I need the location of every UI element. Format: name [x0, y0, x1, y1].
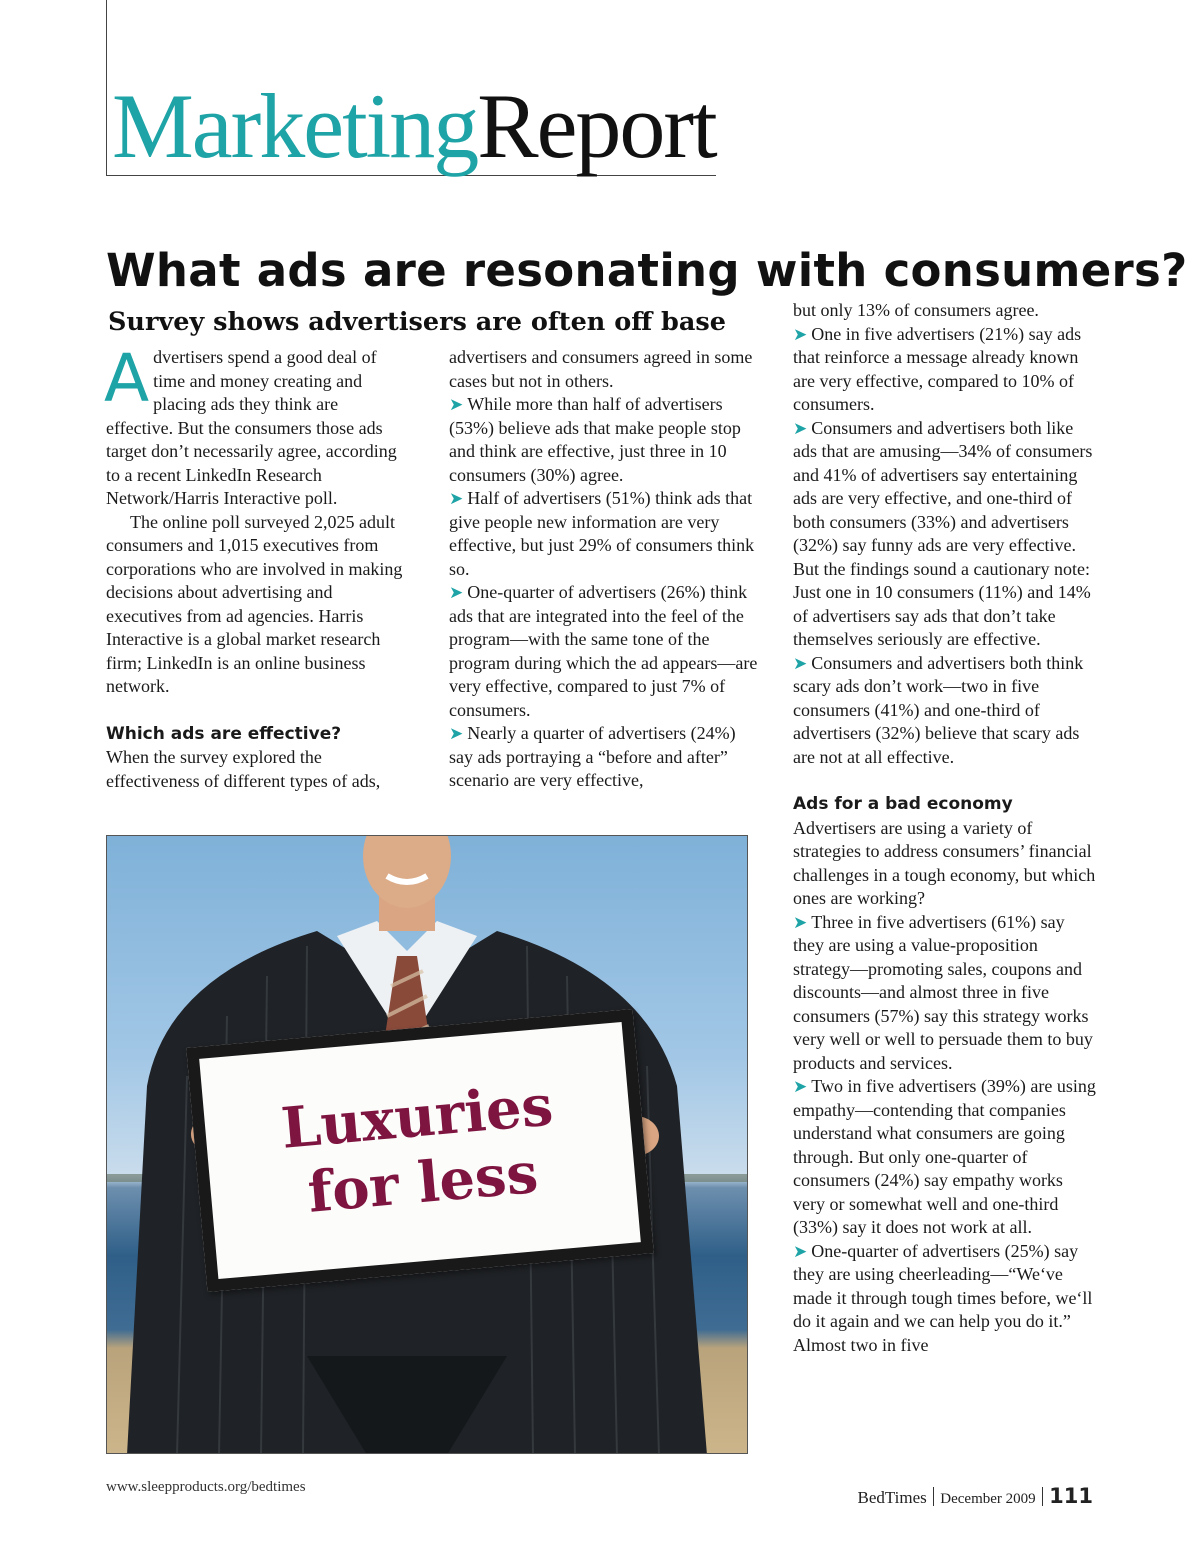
- paragraph: advertisers and consumers agreed in some cases but not in others.: [449, 347, 753, 391]
- bullet-text: One-quarter of advertisers (26%) think ads that are integrated into the feel of the program—with the same tone of the program during which the ad appears—are very effective, compared to just 7% of consumers.: [449, 582, 758, 720]
- bullet-item: [793, 652, 1098, 770]
- arrow-bullet-icon: ➤: [449, 489, 464, 508]
- arrow-bullet-icon: ➤: [793, 653, 808, 673]
- bullet-text: Three in five advertisers (61%) say they are using a value-proposition strategy—promoting sales, coupons and discounts—and almost three in five consumers (57%) say this strategy works very well or well to persuade them to buy products and services.: [793, 911, 1093, 1073]
- publication-name: BedTimes: [857, 1488, 927, 1507]
- sign-text: Luxuries for less: [278, 1072, 556, 1226]
- bullet-text: While more than half of advertisers (53%) believe ads that make people stop and think are effective, just three in 10 consumers (30%) agree.: [449, 394, 741, 485]
- footer-folio: [857, 1484, 1093, 1508]
- article-headline: What ads are resonating with consumers?: [106, 244, 1188, 297]
- paragraph: [104, 340, 406, 511]
- section-masthead: [112, 75, 716, 177]
- footer-url: www.sleepproducts.org/bedtimes: [106, 1479, 306, 1495]
- arrow-bullet-icon: ➤: [449, 395, 464, 414]
- bullet-text: Consumers and advertisers both like ads that are amusing—34% of consumers and 41% of advertisers say entertaining ads are very effective, and one-third of both consumers (33%) and advertisers (32%) say funny ads are very effective. But the findings sound a cautionary note: Just one in 10 consumers (11%) and 14% of advertisers say ads that don’t take themselves seriously are effective.: [793, 417, 1093, 649]
- sign-board: [186, 1009, 654, 1292]
- paragraph: but only 13% of consumers agree.: [793, 300, 1039, 320]
- bullet-item: [449, 393, 759, 487]
- bullet-text: One-quarter of advertisers (25%) say they are using cheerleading—“We‘ve made it through tough times before, we‘ll do it again and we can help you do it.” Almost two in five: [793, 1240, 1093, 1355]
- text-column-3: [793, 299, 1098, 1357]
- bullet-item: [449, 581, 759, 722]
- bullet-item: [793, 1075, 1098, 1240]
- arrow-bullet-icon: ➤: [793, 1241, 808, 1261]
- text-column-1: [104, 340, 406, 793]
- arrow-bullet-icon: ➤: [793, 324, 808, 344]
- masthead-rule-vertical: [106, 0, 107, 176]
- masthead-marketing: Marketing: [112, 75, 478, 177]
- page-number: 111: [1049, 1484, 1093, 1508]
- paragraph: The online poll surveyed 2,025 adult consumers and 1,015 executives from corporations who are involved in making decisions about advertising and executives from ad agencies. Harris Interactive is a global market research firm; LinkedIn is an online business network.: [106, 511, 403, 696]
- bullet-item: [449, 722, 759, 793]
- folio-divider: [1042, 1487, 1044, 1506]
- section-heading: Which ads are effective?: [106, 723, 342, 744]
- article-subhead: Survey shows advertisers are often off base: [108, 307, 726, 337]
- bullet-text: Nearly a quarter of advertisers (24%) say ads portraying a “before and after” scenario are very effective,: [449, 723, 736, 790]
- arrow-bullet-icon: ➤: [793, 1077, 808, 1096]
- bullet-item: [793, 1240, 1098, 1358]
- arrow-bullet-icon: ➤: [449, 583, 464, 602]
- bullet-text: One in five advertisers (21%) say ads that reinforce a message already known are very effective, compared to 10% of consumers.: [793, 323, 1082, 414]
- folio-divider: [933, 1487, 935, 1506]
- paragraph-text: dvertisers spend a good deal of time and money creating and placing ads they think are effective. But the consumers those ads target don’t necessarily agree, according to a recent LinkedIn Research Network/Harris Interactive poll.: [106, 347, 397, 508]
- bullet-text: Consumers and advertisers both think scary ads don’t work—two in five consumers (41%) and one-third of advertisers (32%) believe that scary ads are not at all effective.: [793, 652, 1084, 767]
- masthead-report: Report: [477, 75, 716, 177]
- section-heading: Ads for a bad economy: [793, 794, 1013, 814]
- bullet-item: [449, 487, 759, 581]
- bullet-item: [793, 417, 1098, 652]
- bullet-item: [793, 911, 1098, 1076]
- paragraph: Advertisers are using a variety of strategies to address consumers’ financial challenges in a tough economy, but which ones are working?: [793, 817, 1096, 908]
- drop-cap: A: [104, 340, 150, 417]
- arrow-bullet-icon: ➤: [449, 724, 464, 743]
- paragraph: When the survey explored the effectiveness of different types of ads,: [106, 747, 381, 791]
- text-column-2: [449, 346, 759, 793]
- arrow-bullet-icon: ➤: [793, 418, 808, 438]
- issue-date: December 2009: [940, 1491, 1036, 1507]
- arrow-bullet-icon: ➤: [793, 912, 808, 932]
- bullet-item: [793, 323, 1098, 417]
- bullet-text: Two in five advertisers (39%) are using empathy—contending that companies understand what consumers are going through. But only one-quarter of consumers (24%) say empathy works very or somewhat well and one-third (33%) say it does not work at all.: [793, 1076, 1096, 1237]
- bullet-text: Half of advertisers (51%) think ads that give people new information are very effective, but just 29% of consumers think so.: [449, 488, 755, 579]
